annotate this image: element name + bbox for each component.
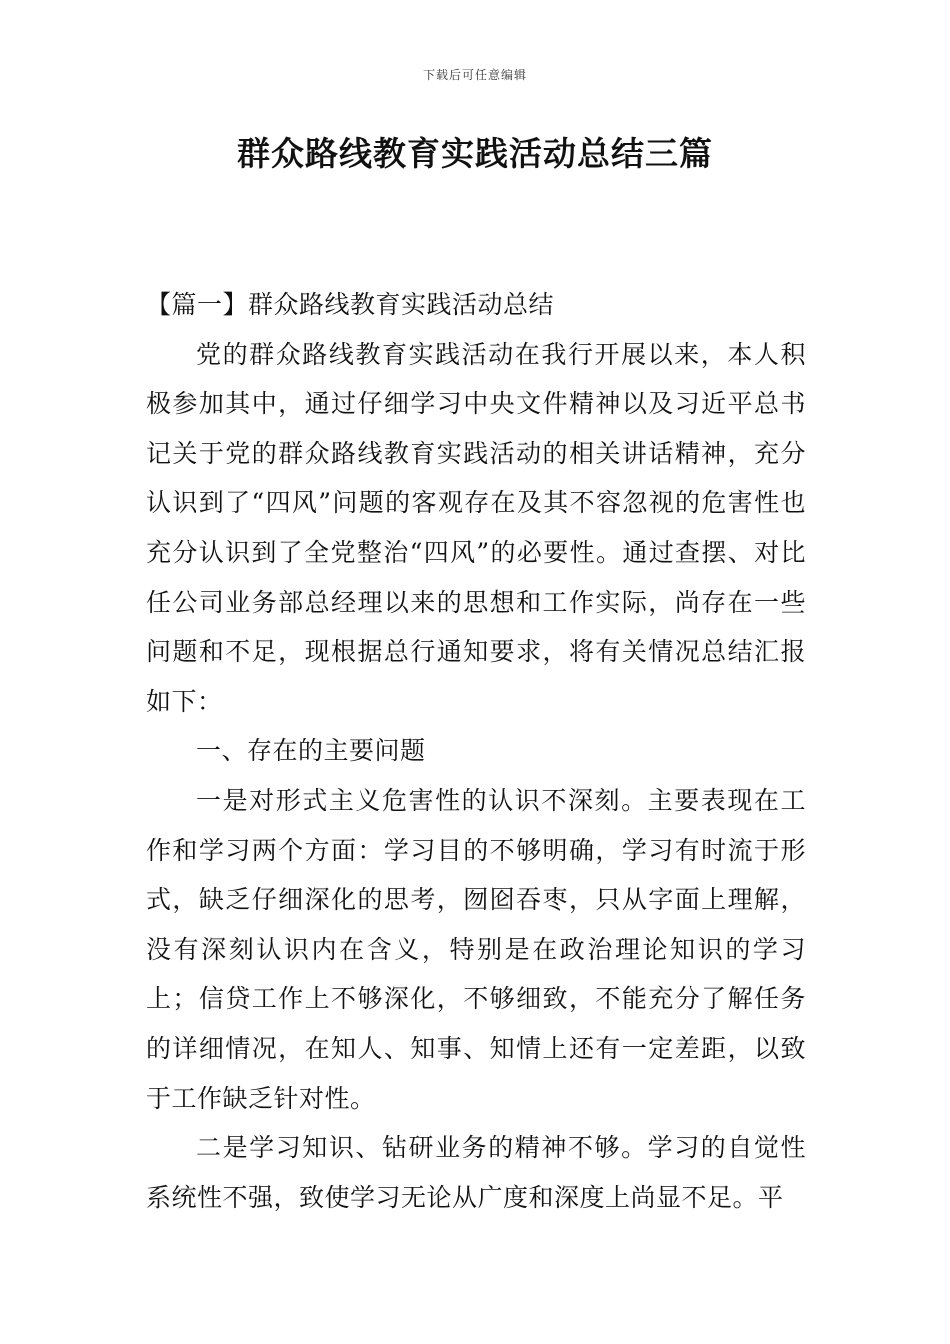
document-title: 群众路线教育实践活动总结三篇 (237, 134, 713, 173)
paragraph-point-two: 二是学习知识、钻研业务的精神不够。学习的自觉性系统性不强，致使学习无论从广度和深度上尚显不足。平 (146, 1133, 806, 1212)
paragraph-intro: 党的群众路线教育实践活动在我行开展以来，本人积极参加其中，通过仔细学习中央文件精神以及习近平总书记关于党的群众路线教育实践活动的相关讲话精神，充分认识到了“四风”问题的客观存在及其不容忽视的危害性也充分认识到了全党整治“四风”的必要性。通过查摆、对比任公司业务部总经理以来的思想和工作实际，尚存在一些问题和不足，现根据总行通知要求，将有关情况总结汇报如下： (146, 339, 806, 716)
document-body (146, 280, 806, 1222)
paragraph-subheading: 一、存在的主要问题 (196, 736, 426, 766)
header-note: 下载后可任意编辑 (422, 68, 527, 82)
section-heading: 【篇一】群众路线教育实践活动总结 (146, 290, 555, 319)
paragraph-point-one: 一是对形式主义危害性的认识不深刻。主要表现在工作和学习两个方面：学习目的不够明确，学习有时流于形式，缺乏仔细深化的思考，囫囵吞枣，只从字面上理解，没有深刻认识内在含义，特别是在政治理论知识的学习上；信贷工作上不够深化，不够细致，不能充分了解任务的详细情况，在知人、知事、知情上还有一定差距，以致于工作缺乏针对性。 (146, 785, 806, 1113)
